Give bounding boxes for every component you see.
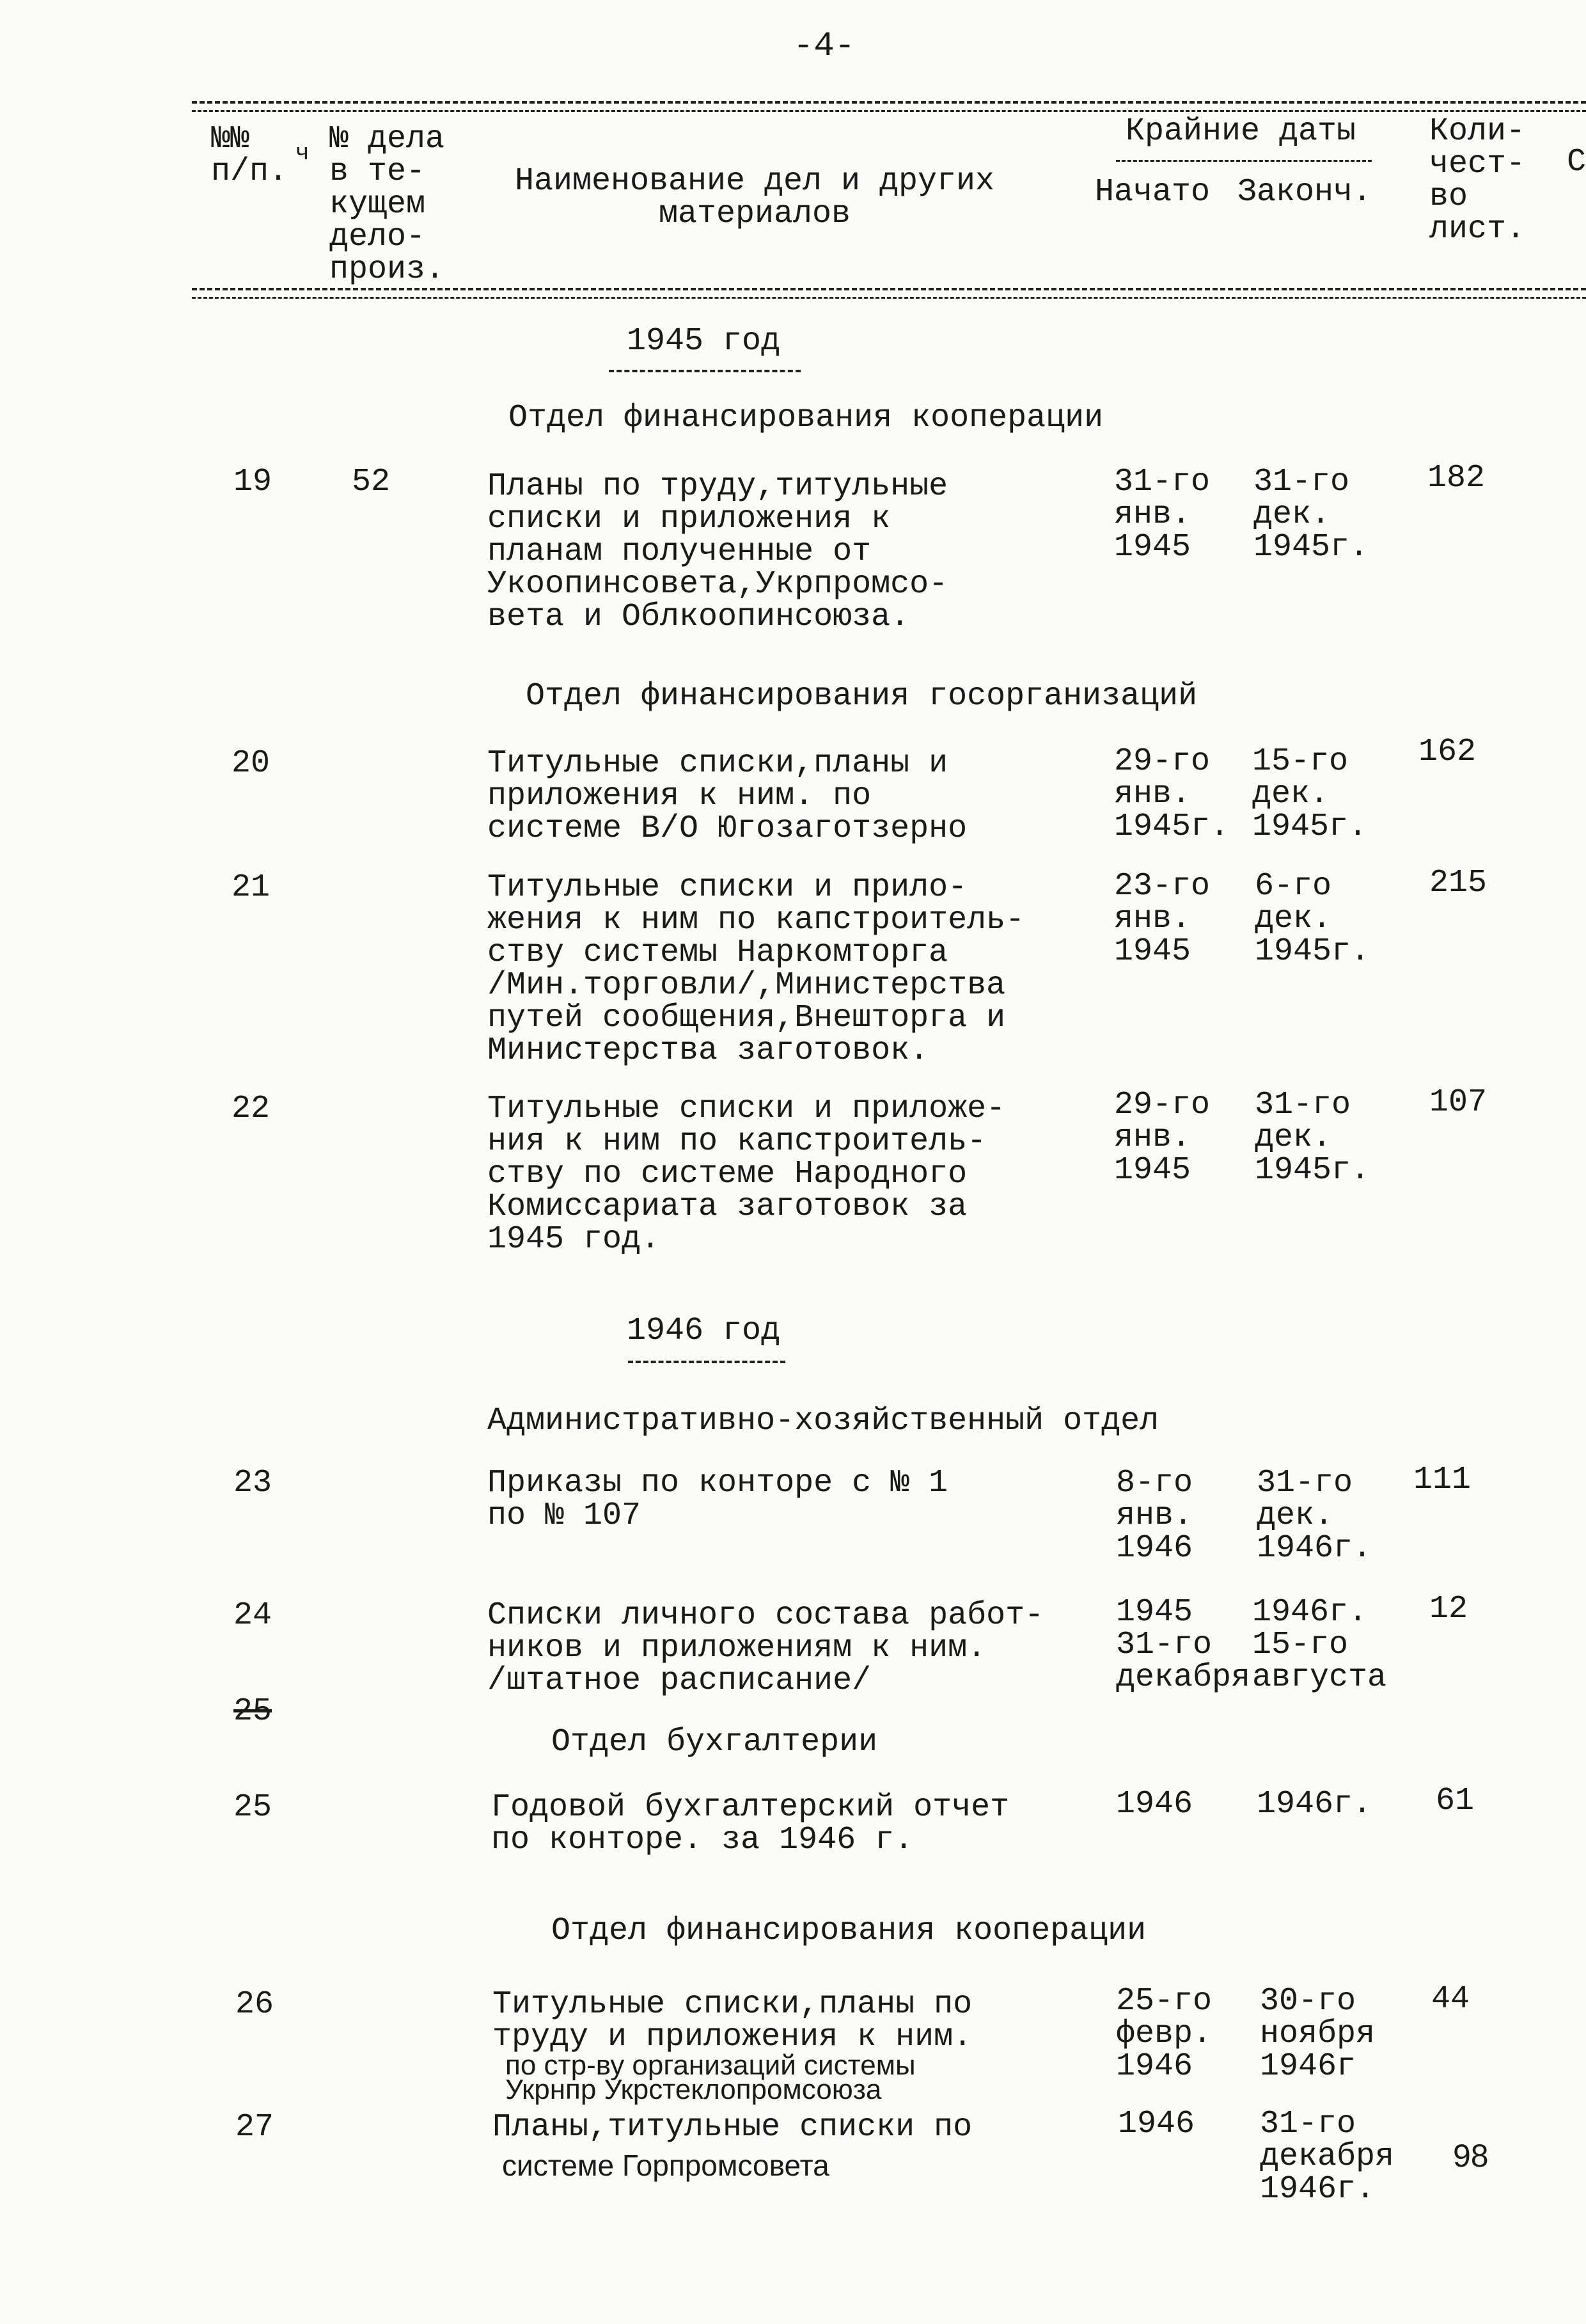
row-start-date: 29-го янв. 1945 xyxy=(1114,1087,1211,1189)
row-title: Планы по труду,титульные списки и приложения к планам полученные от Укоопинсовета,Укрпромсо- вета и Облкоопинсоюза. xyxy=(487,468,948,635)
header-col-dates: Крайние даты xyxy=(1125,113,1356,150)
row-title: Титульные списки,планы и приложения к ним. по системе В/О Югозаготзерно xyxy=(487,745,968,847)
row-title: Титульные списки и прило- жения к ним по капстроитель- ству системы Наркомторга /Мин.торговли/,Министерства путей сообщения,Внешторга и Министерства заготовок. xyxy=(487,869,1025,1069)
row-end-date: 31-го дек. 1945г. xyxy=(1253,464,1369,565)
row-sheet-count: 44 xyxy=(1431,1981,1470,2018)
page-number: -4- xyxy=(793,27,856,66)
row-end-date: 6-го дек. 1945г. xyxy=(1255,868,1370,970)
row-number: 25 xyxy=(233,1789,272,1826)
row-sheet-count: 162 xyxy=(1418,734,1477,770)
row-start-date: 29-го янв. 1945г. xyxy=(1114,743,1230,845)
header-col-start: Начато xyxy=(1095,174,1211,210)
header-col-sheets: Коли- чест- во лист. xyxy=(1429,113,1526,248)
row-sheet-count: 107 xyxy=(1429,1084,1488,1121)
row-sheet-count: 98 xyxy=(1453,2138,1489,2174)
row-start-date: 8-го янв. 1946 xyxy=(1116,1465,1193,1567)
row-end-date: 15-го дек. 1945г. xyxy=(1252,743,1368,845)
row-start-date: 1946 xyxy=(1118,2106,1195,2142)
section-heading: Отдел финансирования кооперации xyxy=(551,1913,1147,1949)
row-number: 21 xyxy=(232,869,271,906)
row-sheet-count: 215 xyxy=(1429,865,1488,901)
section-heading: Отдел финансирования госорганизаций xyxy=(526,678,1198,715)
row-number: 27 xyxy=(235,2109,274,2146)
header-col-name: Наименование дел и других материалов xyxy=(514,163,995,232)
section-heading: Отдел бухгалтерии xyxy=(551,1724,878,1760)
row-start-date: 25-го февр. 1946 xyxy=(1116,1983,1213,2085)
header-dates-rule xyxy=(1116,160,1372,162)
row-title-note: системе Горпромсовета xyxy=(502,2149,829,2182)
row-title: Планы,титульные списки по xyxy=(492,2109,973,2146)
row-end-date: 31-го дек. 1946г. xyxy=(1257,1465,1372,1567)
row-number: 24 xyxy=(233,1597,272,1634)
row-number: 20 xyxy=(232,745,271,782)
row-end-date: 1946г. xyxy=(1257,1786,1372,1822)
row-title-note: по стр-ву организаций системы Укрнпр Укрстеклопромсоюза xyxy=(505,2050,916,2105)
row-title: Годовой бухгалтерский отчет по конторе. за 1946 г. xyxy=(491,1789,1010,1858)
row-start-date: 1946 xyxy=(1116,1786,1193,1822)
row-sheet-count: 111 xyxy=(1413,1462,1472,1498)
header-col-case: № дела в те- кущем дело- произ. xyxy=(329,121,445,288)
header-col-end: Законч. xyxy=(1237,174,1372,210)
row-number: 22 xyxy=(232,1091,271,1127)
row-title: Титульные списки,планы по труду и приложения к ним. xyxy=(492,1986,973,2055)
row-number-corrected: 25 xyxy=(233,1693,272,1730)
row-number: 26 xyxy=(235,1986,274,2023)
row-start-date: 23-го янв. 1945 xyxy=(1114,868,1211,970)
row-sheet-count: 182 xyxy=(1427,460,1486,496)
row-title: Списки личного состава работ- ников и приложениям к ним. /штатное расписание/ xyxy=(487,1597,1044,1699)
row-start-date: 1945 31-го декабря xyxy=(1116,1594,1251,1696)
row-start-date: 31-го янв. 1945 xyxy=(1114,464,1211,565)
row-title: Приказы по конторе с № 1 по № 107 xyxy=(487,1465,948,1534)
header-top-rule xyxy=(192,101,1586,104)
header-top-rule-2 xyxy=(192,110,1586,112)
year-underline xyxy=(609,370,801,372)
year-heading: 1946 год xyxy=(627,1313,781,1349)
header-bottom-rule-2 xyxy=(192,297,1586,299)
year-underline xyxy=(628,1361,785,1363)
row-end-date: 30-го ноября 1946г xyxy=(1260,1983,1376,2085)
row-title: Титульные списки и приложе- ния к ним по капстроитель- ству по системе Народного Комиссариата заготовок за 1945 год. xyxy=(487,1091,1006,1258)
year-heading: 1945 год xyxy=(627,323,781,360)
row-case-number: 52 xyxy=(352,464,391,500)
header-col-number: №№ п/п. xyxy=(211,121,288,190)
row-end-date: 31-го дек. 1945г. xyxy=(1255,1087,1370,1189)
header-bottom-rule xyxy=(192,288,1586,290)
row-end-date: 1946г. 15-го августа xyxy=(1252,1594,1387,1696)
row-sheet-count: 12 xyxy=(1429,1591,1468,1627)
section-heading: Отдел финансирования кооперации xyxy=(508,400,1104,436)
row-sheet-count: 61 xyxy=(1436,1783,1475,1819)
row-number: 23 xyxy=(233,1465,272,1501)
section-heading: Административно-хозяйственный отдел xyxy=(487,1403,1159,1439)
header-col-extra: С xyxy=(1567,144,1586,180)
header-col-number-mark: ч xyxy=(295,140,310,166)
row-number: 19 xyxy=(233,464,272,500)
row-end-date: 31-го декабря 1946г. xyxy=(1260,2106,1395,2208)
